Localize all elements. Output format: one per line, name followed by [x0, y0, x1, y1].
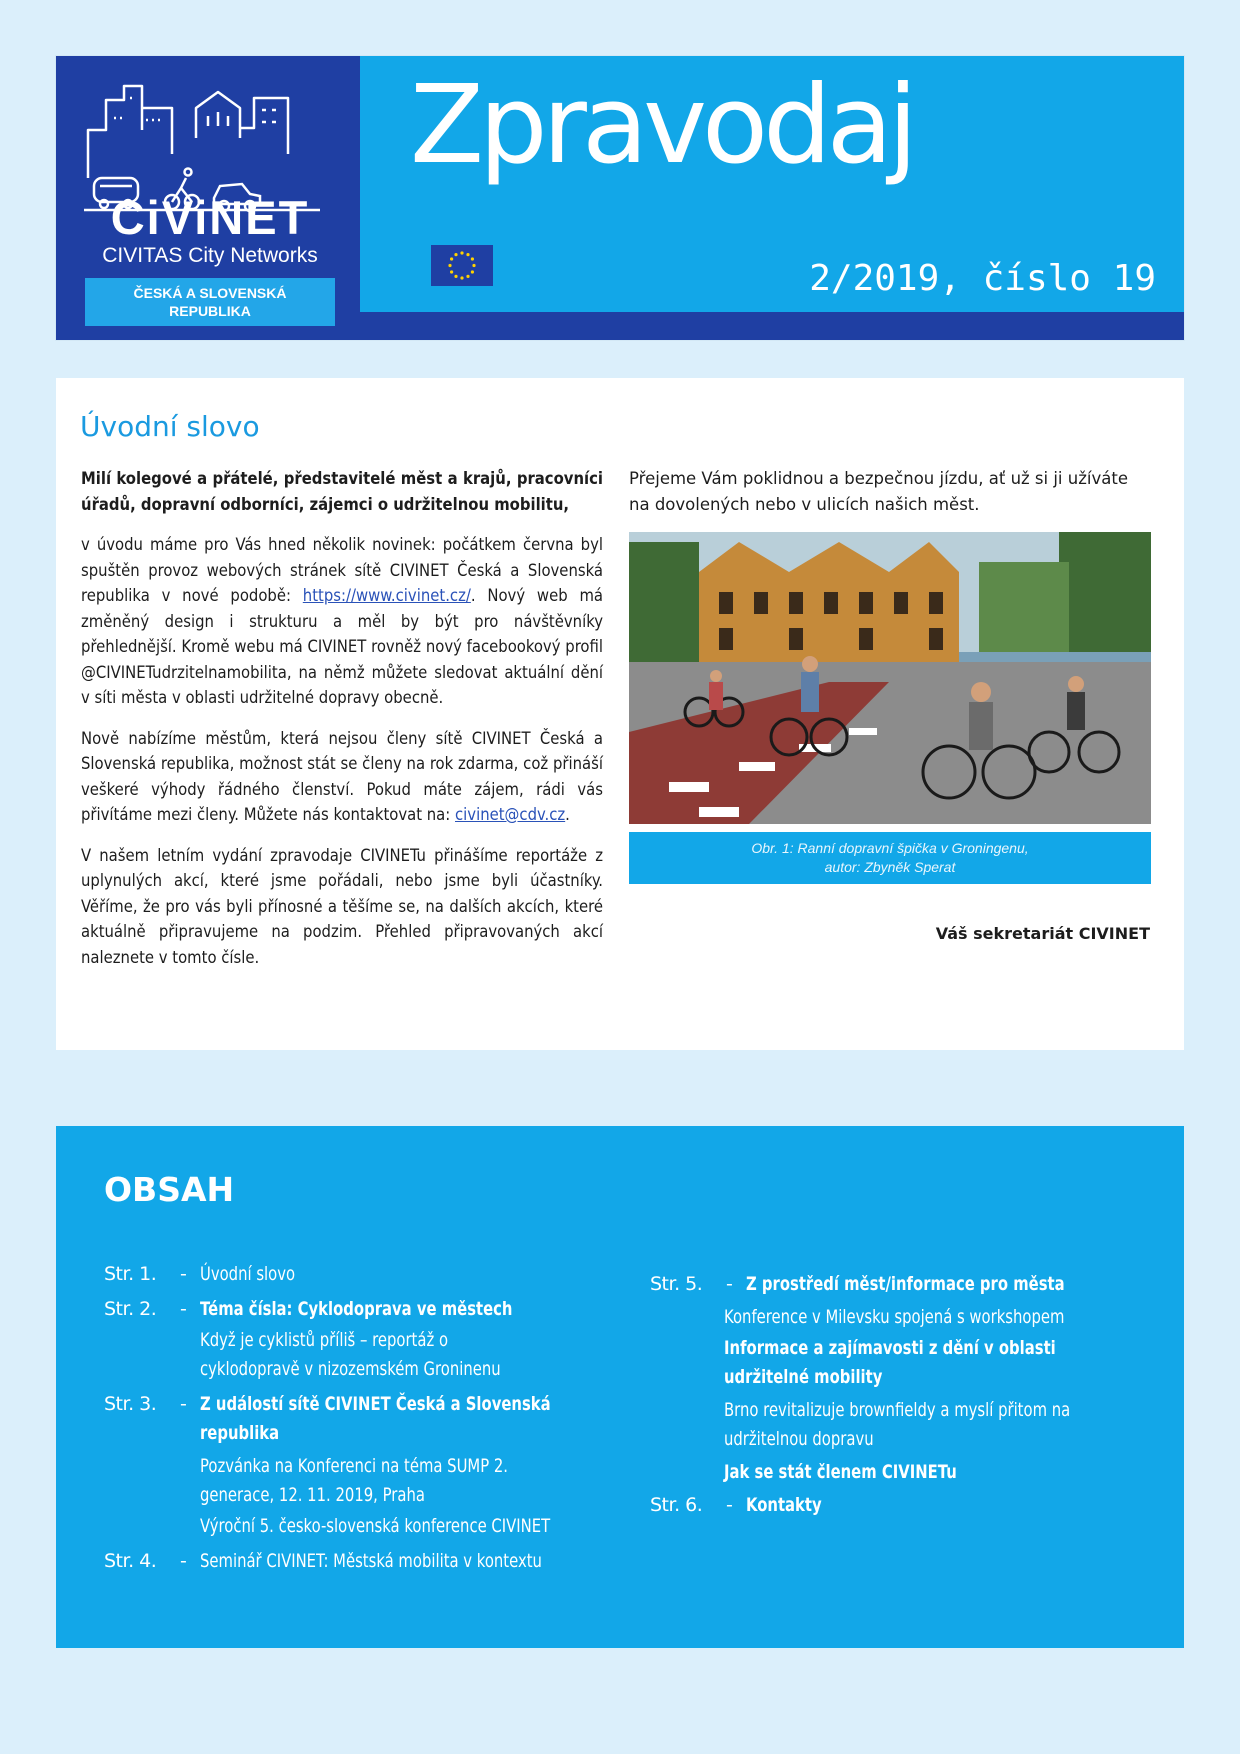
contents-left-column [104, 1260, 664, 1576]
toc-title: Úvodní slovo [200, 1263, 296, 1285]
cyclists-photo [629, 532, 1151, 824]
toc-entry[interactable] [104, 1390, 664, 1448]
greeting: Milí kolegové a přátelé, představitelé měst a krajů, pracovníci úřadů, dopravní odborníci, zájemci o udržitelnou mobilitu, [81, 469, 603, 514]
toc-title: Z prostředí měst/informace pro města [746, 1273, 1065, 1295]
toc-entry[interactable] [104, 1547, 664, 1576]
toc-page: Str. 5. [650, 1273, 703, 1295]
civinet-logo [56, 56, 360, 340]
logo-wordmark: CiViNET [110, 191, 310, 244]
intro-left-column [81, 466, 603, 985]
toc-title: Téma čísla: Cyklodoprava ve městech [200, 1298, 513, 1320]
toc-dash: - [726, 1273, 733, 1295]
toc-subentry[interactable] [200, 1452, 580, 1510]
toc-subtitle: Konference v Milevsku spojená s workshopem [724, 1306, 1065, 1328]
issue-number: 2/2019, číslo 19 [809, 258, 1156, 299]
paragraph-1-text: v úvodu máme pro Vás hned několik novinek: počátkem června byl spuštěn provoz webových stránek sítě CIVINET Česká a Slovenská republika v nové podobě: [81, 535, 603, 605]
toc-page: Str. 6. [650, 1494, 703, 1516]
paragraph-3: V našem letním vydání zpravodaje CIVINETu přinášíme reportáže z uplynulých akcí, které jsme pořádali, nebo jsme byli účastníky. Věříme, že pro vás byli přínosné a těšíme se, na dalších akcích, které aktuálně připravujeme na podzim. Přehled připravovaných akcí naleznete v tomto čísle. [81, 845, 603, 967]
toc-dash: - [180, 1263, 187, 1285]
paragraph-2-tail: . [565, 805, 570, 824]
civinet-web-link[interactable]: https://www.civinet.cz/ [302, 586, 471, 605]
signature: Váš sekretariát CIVINET [935, 924, 1150, 943]
toc-title: Z událostí sítě CIVINET Česká a Slovenská republika [200, 1393, 551, 1444]
toc-dash: - [726, 1494, 733, 1516]
intro-heading: Úvodní slovo [80, 410, 260, 443]
intro-right-text: Přejeme Vám poklidnou a bezpečnou jízdu, ať už si ji užíváte na dovolených nebo v ulicích našich měst. [629, 469, 1128, 514]
toc-subtitle: Brno revitalizuje brownfieldy a myslí přitom na udržitelnou dopravu [724, 1399, 1071, 1450]
logo-region-badge [85, 278, 335, 326]
toc-subtitle: Výroční 5. česko-slovenská konference CIVINET [200, 1515, 551, 1537]
toc-subentry[interactable] [724, 1396, 1104, 1454]
toc-page: Str. 2. [104, 1298, 157, 1320]
toc-dash: - [180, 1393, 187, 1415]
logo-subtitle: CIVITAS City Networks [102, 244, 318, 267]
paragraph-1-tail: . Nový web má změněný design i strukturu a měl by být pro návštěvníky přehlednější. Kromě webu má CIVINET rovněž nový facebookový profil @CIVINETudrzitelnamobilita, na němž můžete sledovat aktuální dění v síti města v oblasti udržitelné dopravy obecně. [81, 586, 603, 707]
toc-subentry[interactable] [200, 1512, 580, 1541]
toc-entry[interactable] [104, 1260, 664, 1289]
logo-region-line1: ČESKÁ A SLOVENSKÁ [133, 285, 287, 301]
toc-subentry[interactable] [724, 1458, 1104, 1487]
toc-title: Seminář CIVINET: Městská mobilita v kontextu [200, 1550, 542, 1572]
toc-subtitle: Pozvánka na Konferenci na téma SUMP 2. generace, 12. 11. 2019, Praha [200, 1455, 509, 1506]
eu-flag-icon [431, 245, 493, 286]
toc-page: Str. 1. [104, 1263, 157, 1285]
logo-region-line2: REPUBLIKA [169, 303, 251, 319]
toc-dash: - [180, 1550, 187, 1572]
newsletter-title: Zpravodaj [410, 63, 913, 188]
toc-page: Str. 3. [104, 1393, 157, 1415]
contents-right-column [650, 1270, 1190, 1520]
toc-subentry[interactable] [200, 1326, 540, 1384]
paragraph-2 [81, 726, 603, 828]
caption-line-1: Obr. 1: Ranní dopravní špička v Groningenu, [751, 840, 1029, 856]
toc-page: Str. 4. [104, 1550, 157, 1572]
toc-entry[interactable] [650, 1270, 1190, 1299]
toc-subtitle: Jak se stát členem CIVINETu [724, 1461, 957, 1483]
toc-subentry[interactable] [724, 1303, 1104, 1332]
toc-entry[interactable] [650, 1491, 1190, 1520]
paragraph-1 [81, 532, 603, 711]
caption-line-2: autor: Zbyněk Sperat [824, 859, 956, 875]
photo-caption [629, 832, 1151, 884]
toc-title: Kontakty [746, 1494, 822, 1516]
toc-dash: - [180, 1298, 187, 1320]
title-underline-bar [360, 312, 1184, 340]
contents-heading: OBSAH [104, 1170, 235, 1209]
toc-subtitle: Když je cyklistů příliš – reportáž o cyklodopravě v nizozemském Groninenu [200, 1329, 501, 1380]
toc-subentry[interactable] [724, 1334, 1084, 1392]
email-link[interactable]: civinet@cdv.cz [455, 805, 566, 824]
paragraph-2-text: Nově nabízíme městům, která nejsou členy sítě CIVINET Česká a Slovenská republika, možnost stát se členy na rok zdarma, což přináší veškeré výhody řádného členství. Pokud máte zájem, rádi vás přivítáme mezi členy. Můžete nás kontaktovat na: [81, 728, 603, 824]
toc-subtitle: Informace a zajímavosti z dění v oblasti udržitelné mobility [724, 1337, 1056, 1388]
toc-entry[interactable] [104, 1295, 664, 1324]
